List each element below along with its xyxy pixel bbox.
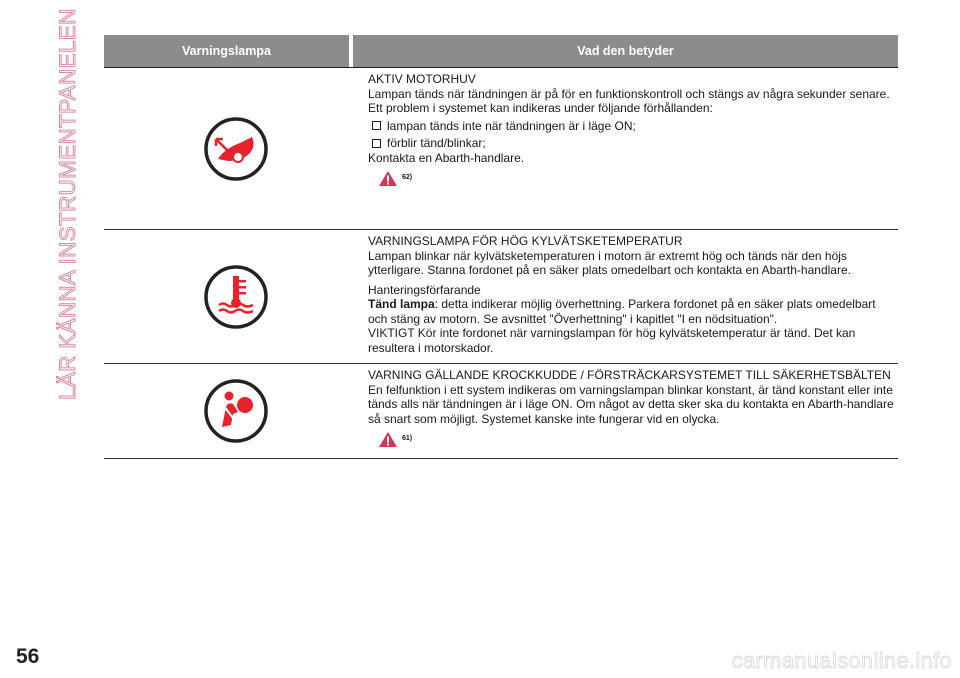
row-title: AKTIV MOTORHUV — [368, 72, 476, 86]
important-note: VIKTIGT Kör inte fordonet när varningslampan för hög kylvätsketemperatur är tänd. Det kan resultera i motorskador. — [368, 326, 856, 355]
icon-cell — [104, 230, 368, 363]
airbag-pretensioner-warning-icon — [202, 377, 270, 445]
warning-lamp-table — [104, 35, 898, 459]
table-row — [104, 67, 898, 230]
warning-reference[interactable] — [378, 170, 898, 187]
coolant-temperature-warning-icon — [202, 263, 270, 331]
list-item — [368, 119, 898, 134]
warning-ref-number: 62) — [402, 174, 413, 182]
table-row — [104, 230, 898, 364]
chapter-side-title: LÄR KÄNNA INSTRUMENTPANELEN — [55, 8, 80, 400]
row-intro: Lampan blinkar när kylvätsketemperaturen i motorn är extremt hög och tänds när den höjs ytterligare. Stanna fordonet på en säker plats omedelbart och kontakta en Abarth-handlare. — [368, 248, 851, 277]
list-item — [368, 136, 898, 151]
procedure-body: : detta indikerar möjlig överhettning. Parkera fordonet på en säker plats omedelbart och stäng av motorn. Se avsnittet "Överhettning" i kapitlet "I en nödsituation". — [368, 297, 876, 326]
row-outro: Kontakta en Abarth-handlare. — [368, 150, 525, 165]
header-meaning: Vad den betyder — [353, 35, 898, 67]
row-title: VARNING GÄLLANDE KROCKKUDDE / FÖRSTRÄCKARSYSTEMET TILL SÄKERHETSBÄLTEN — [368, 368, 891, 382]
list-item-text: lampan tänds inte när tändningen är i läge ON; — [387, 118, 636, 133]
warning-triangle-icon — [378, 170, 398, 187]
description-cell — [368, 364, 898, 458]
warning-triangle-icon — [378, 431, 398, 448]
description-cell — [368, 68, 898, 229]
row-title: VARNINGSLAMPA FÖR HÖG KYLVÄTSKETEMPERATUR — [368, 234, 683, 248]
watermark: carmanualsonline.info — [731, 648, 952, 673]
header-warning-lamp: Varningslampa — [104, 35, 349, 67]
description-cell — [368, 230, 898, 363]
bullet-box-icon — [372, 121, 381, 130]
warning-ref-number: 61) — [402, 435, 413, 443]
row-condition: Ett problem i systemet kan indikeras under följande förhållanden: — [368, 101, 713, 115]
table-header — [104, 35, 898, 67]
procedure-label: Tänd lampa — [368, 297, 435, 311]
table-row — [104, 364, 898, 459]
row-intro: En felfunktion i ett system indikeras om varningslampan blinkar konstant, är tänd konstant eller inte tänds alls när tändningen är i läge ON. Om något av detta sker ska du kontakta en Abarth-handlare så snart som möjligt. Systemet kanske inte fungerar vid en olycka. — [368, 382, 894, 426]
active-bonnet-warning-icon — [202, 115, 270, 183]
bullet-box-icon — [372, 139, 381, 148]
page-number: 56 — [16, 645, 40, 668]
row-intro: Lampan tänds när tändningen är på för en funktionskontroll och stängs av några sekunder senare. — [368, 86, 890, 101]
warning-reference[interactable] — [378, 431, 898, 448]
procedure-text — [368, 297, 898, 326]
list-item-text: förblir tänd/blinkar; — [387, 136, 486, 150]
procedure-heading: Hanteringsförfarande — [368, 282, 481, 297]
icon-cell — [104, 364, 368, 458]
icon-cell — [104, 68, 368, 229]
